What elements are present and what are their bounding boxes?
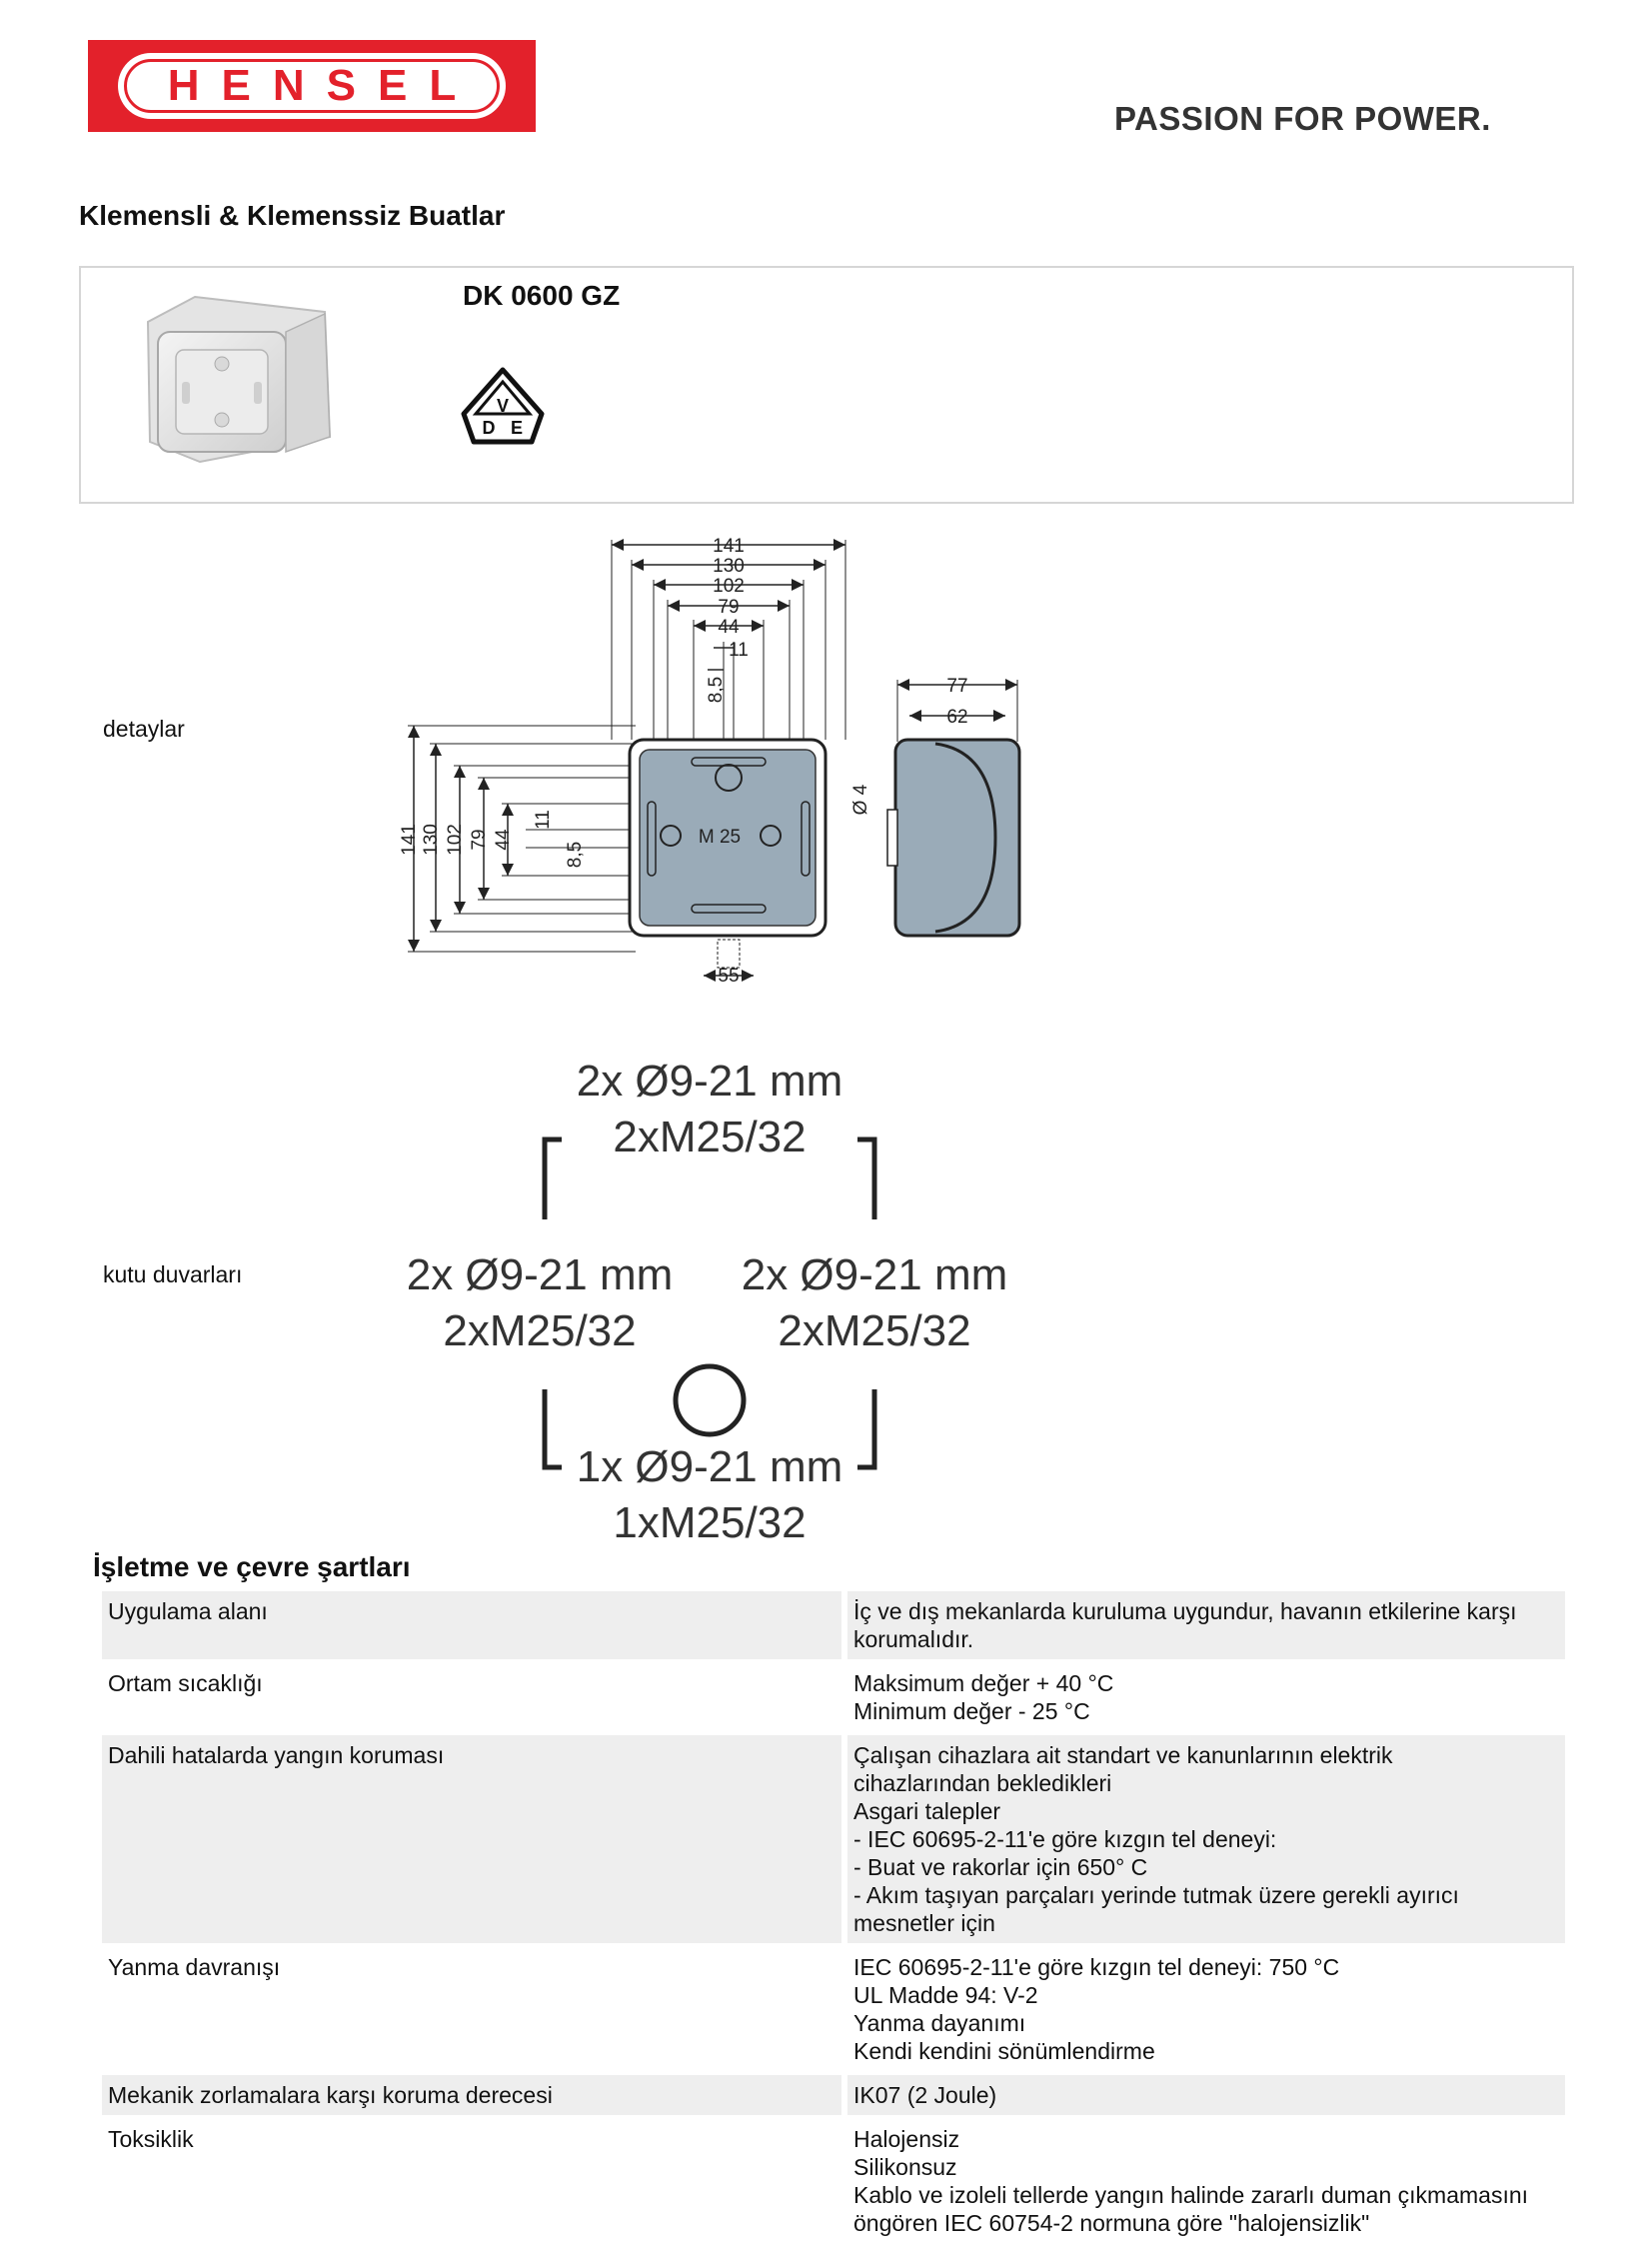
dim-side-77: 77 [946, 676, 968, 697]
dim-left-11: 11 [533, 810, 554, 830]
dim-left-130: 130 [421, 824, 442, 856]
row-key: Yanma davranışı [108, 1954, 281, 1980]
row-value: Halojensiz Silikonsuz Kablo ve izoleli tellerde yangın halinde zararlı duman çıkmamasını öngören IEC 60754-2 normuna göre "halojensizlik" [853, 2126, 1529, 2236]
row-value: İç ve dış mekanlarda kuruluma uygundur, havanın etkilerine karşı korumalıdır. [847, 1591, 1565, 1659]
row-key: Ortam sıcaklığı [108, 1670, 263, 1696]
section-title: Klemensli & Klemenssiz Buatlar [79, 200, 506, 231]
dim-side-62: 62 [946, 707, 968, 728]
product-photo [140, 292, 340, 472]
brand-name: HENSEL [167, 61, 479, 110]
box-walls-diagram [390, 1040, 1049, 1559]
hole-diameter: Ø 4 [850, 784, 871, 816]
thread-label: M 25 [698, 827, 742, 848]
table-row [102, 1735, 1565, 1943]
dim-top-8-5: 8,5 [706, 676, 727, 704]
row-value: IEC 60695-2-11'e göre kızgın tel deneyi: 750 °C UL Madde 94: V-2 Yanma dayanımı Kendi kendini sönümlendirme [853, 1954, 1340, 2064]
dim-top-44: 44 [718, 617, 740, 638]
dimension-drawing [396, 530, 1035, 990]
table-row [102, 1947, 1565, 2071]
walls-label: kutu duvarları [103, 1261, 243, 1287]
wall-bottom-text: 1x Ø9-21 mm 1xM25/32 [576, 1442, 843, 1547]
vde-mark-icon [460, 366, 546, 446]
wall-left-text: 2x Ø9-21 mm 2xM25/32 [406, 1250, 674, 1355]
svg-text:E: E [510, 418, 524, 438]
product-code: DK 0600 GZ [463, 280, 621, 311]
svg-text:V: V [496, 396, 510, 416]
row-key: Toksiklik [108, 2126, 194, 2152]
dim-top-79: 79 [718, 597, 740, 618]
dim-bottom-55: 55 [718, 966, 740, 987]
row-key: Mekanik zorlamalara karşı koruma derecesi [102, 2075, 841, 2115]
dim-top-102: 102 [713, 576, 745, 597]
dim-top-141: 141 [713, 536, 745, 557]
dim-top-130: 130 [713, 556, 745, 577]
row-key: Uygulama alanı [102, 1591, 841, 1659]
row-key: Dahili hatalarda yangın koruması [102, 1735, 841, 1943]
details-label: detaylar [103, 716, 185, 742]
dim-left-102: 102 [445, 824, 466, 856]
dim-left-8-5: 8,5 [565, 841, 586, 869]
dim-top-11: 11 [729, 640, 749, 661]
conditions-title: İşletme ve çevre şartları [93, 1551, 411, 1582]
table-row [102, 2075, 1565, 2115]
table-row [102, 1591, 1565, 1659]
conditions-table [96, 1587, 1571, 2247]
hensel-logo [88, 40, 536, 132]
svg-text:D: D [482, 418, 496, 438]
wall-top-text: 2x Ø9-21 mm 2xM25/32 [576, 1057, 843, 1161]
table-row [102, 1663, 1565, 1731]
dim-left-141: 141 [399, 824, 420, 856]
wall-right-text: 2x Ø9-21 mm 2xM25/32 [741, 1250, 1008, 1355]
slogan: PASSION FOR POWER. [1114, 100, 1491, 137]
table-row [102, 2119, 1565, 2243]
dim-left-44: 44 [493, 829, 514, 851]
dim-left-79: 79 [469, 829, 490, 851]
row-value: Çalışan cihazlara ait standart ve kanunlarının elektrik cihazlarından bekledikleri Asgari talepler - IEC 60695-2-11'e göre kızgın tel deneyi: - Buat ve rakorlar için 650° C - Akım taşıyan parçaları yerinde tutmak üzere gerekli ayırıcı mesnetler için [847, 1735, 1565, 1943]
row-value: Maksimum değer + 40 °C Minimum değer - 25 °C [853, 1670, 1114, 1724]
row-value: IK07 (2 Joule) [847, 2075, 1565, 2115]
